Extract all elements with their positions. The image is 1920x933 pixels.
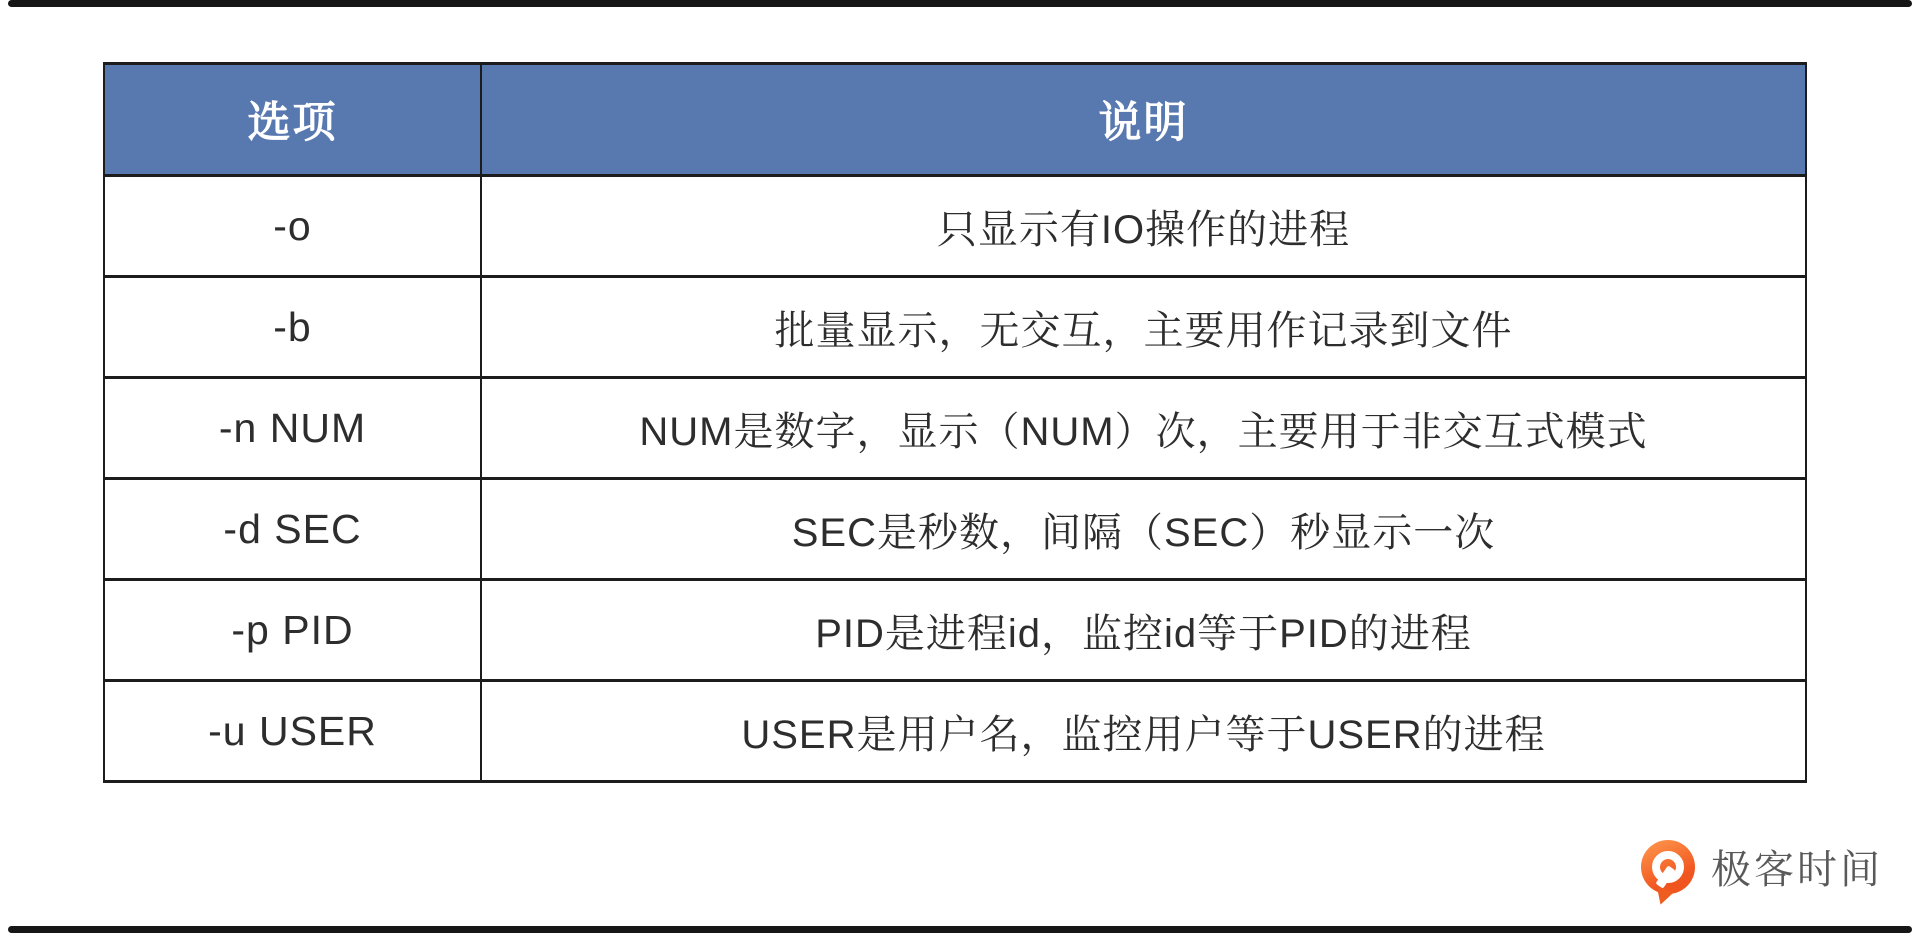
description-cell: PID是进程id，监控id等于PID的进程 [481, 580, 1806, 681]
geektime-logo [1641, 838, 1883, 895]
slide-bottom-border [8, 926, 1912, 933]
table-row [104, 479, 1806, 580]
geektime-logo-icon [1641, 840, 1695, 894]
geektime-logo-text: 极客时间 [1711, 848, 1883, 892]
description-cell: USER是用户名，监控用户等于USER的进程 [481, 681, 1806, 782]
table-row [104, 277, 1806, 378]
option-cell: -b [104, 277, 481, 378]
iotop-options-table-wrap [103, 62, 1807, 783]
description-cell: 批量显示，无交互，主要用作记录到文件 [481, 277, 1806, 378]
description-cell: SEC是秒数，间隔（SEC）秒显示一次 [481, 479, 1806, 580]
option-cell: -u USER [104, 681, 481, 782]
description-cell: NUM是数字，显示（NUM）次，主要用于非交互式模式 [481, 378, 1806, 479]
option-cell: -o [104, 176, 481, 277]
table-row [104, 176, 1806, 277]
geektime-logo-icon-detail [1656, 865, 1676, 888]
description-cell: 只显示有IO操作的进程 [481, 176, 1806, 277]
slide-top-border [8, 0, 1912, 7]
option-cell: -n NUM [104, 378, 481, 479]
table-row [104, 378, 1806, 479]
option-cell: -d SEC [104, 479, 481, 580]
header-cell-option: 选项 [104, 64, 481, 176]
iotop-options-table [103, 62, 1807, 783]
option-cell: -p PID [104, 580, 481, 681]
table-row [104, 580, 1806, 681]
table-row [104, 681, 1806, 782]
header-cell-description: 说明 [481, 64, 1806, 176]
table-header-row [104, 64, 1806, 176]
